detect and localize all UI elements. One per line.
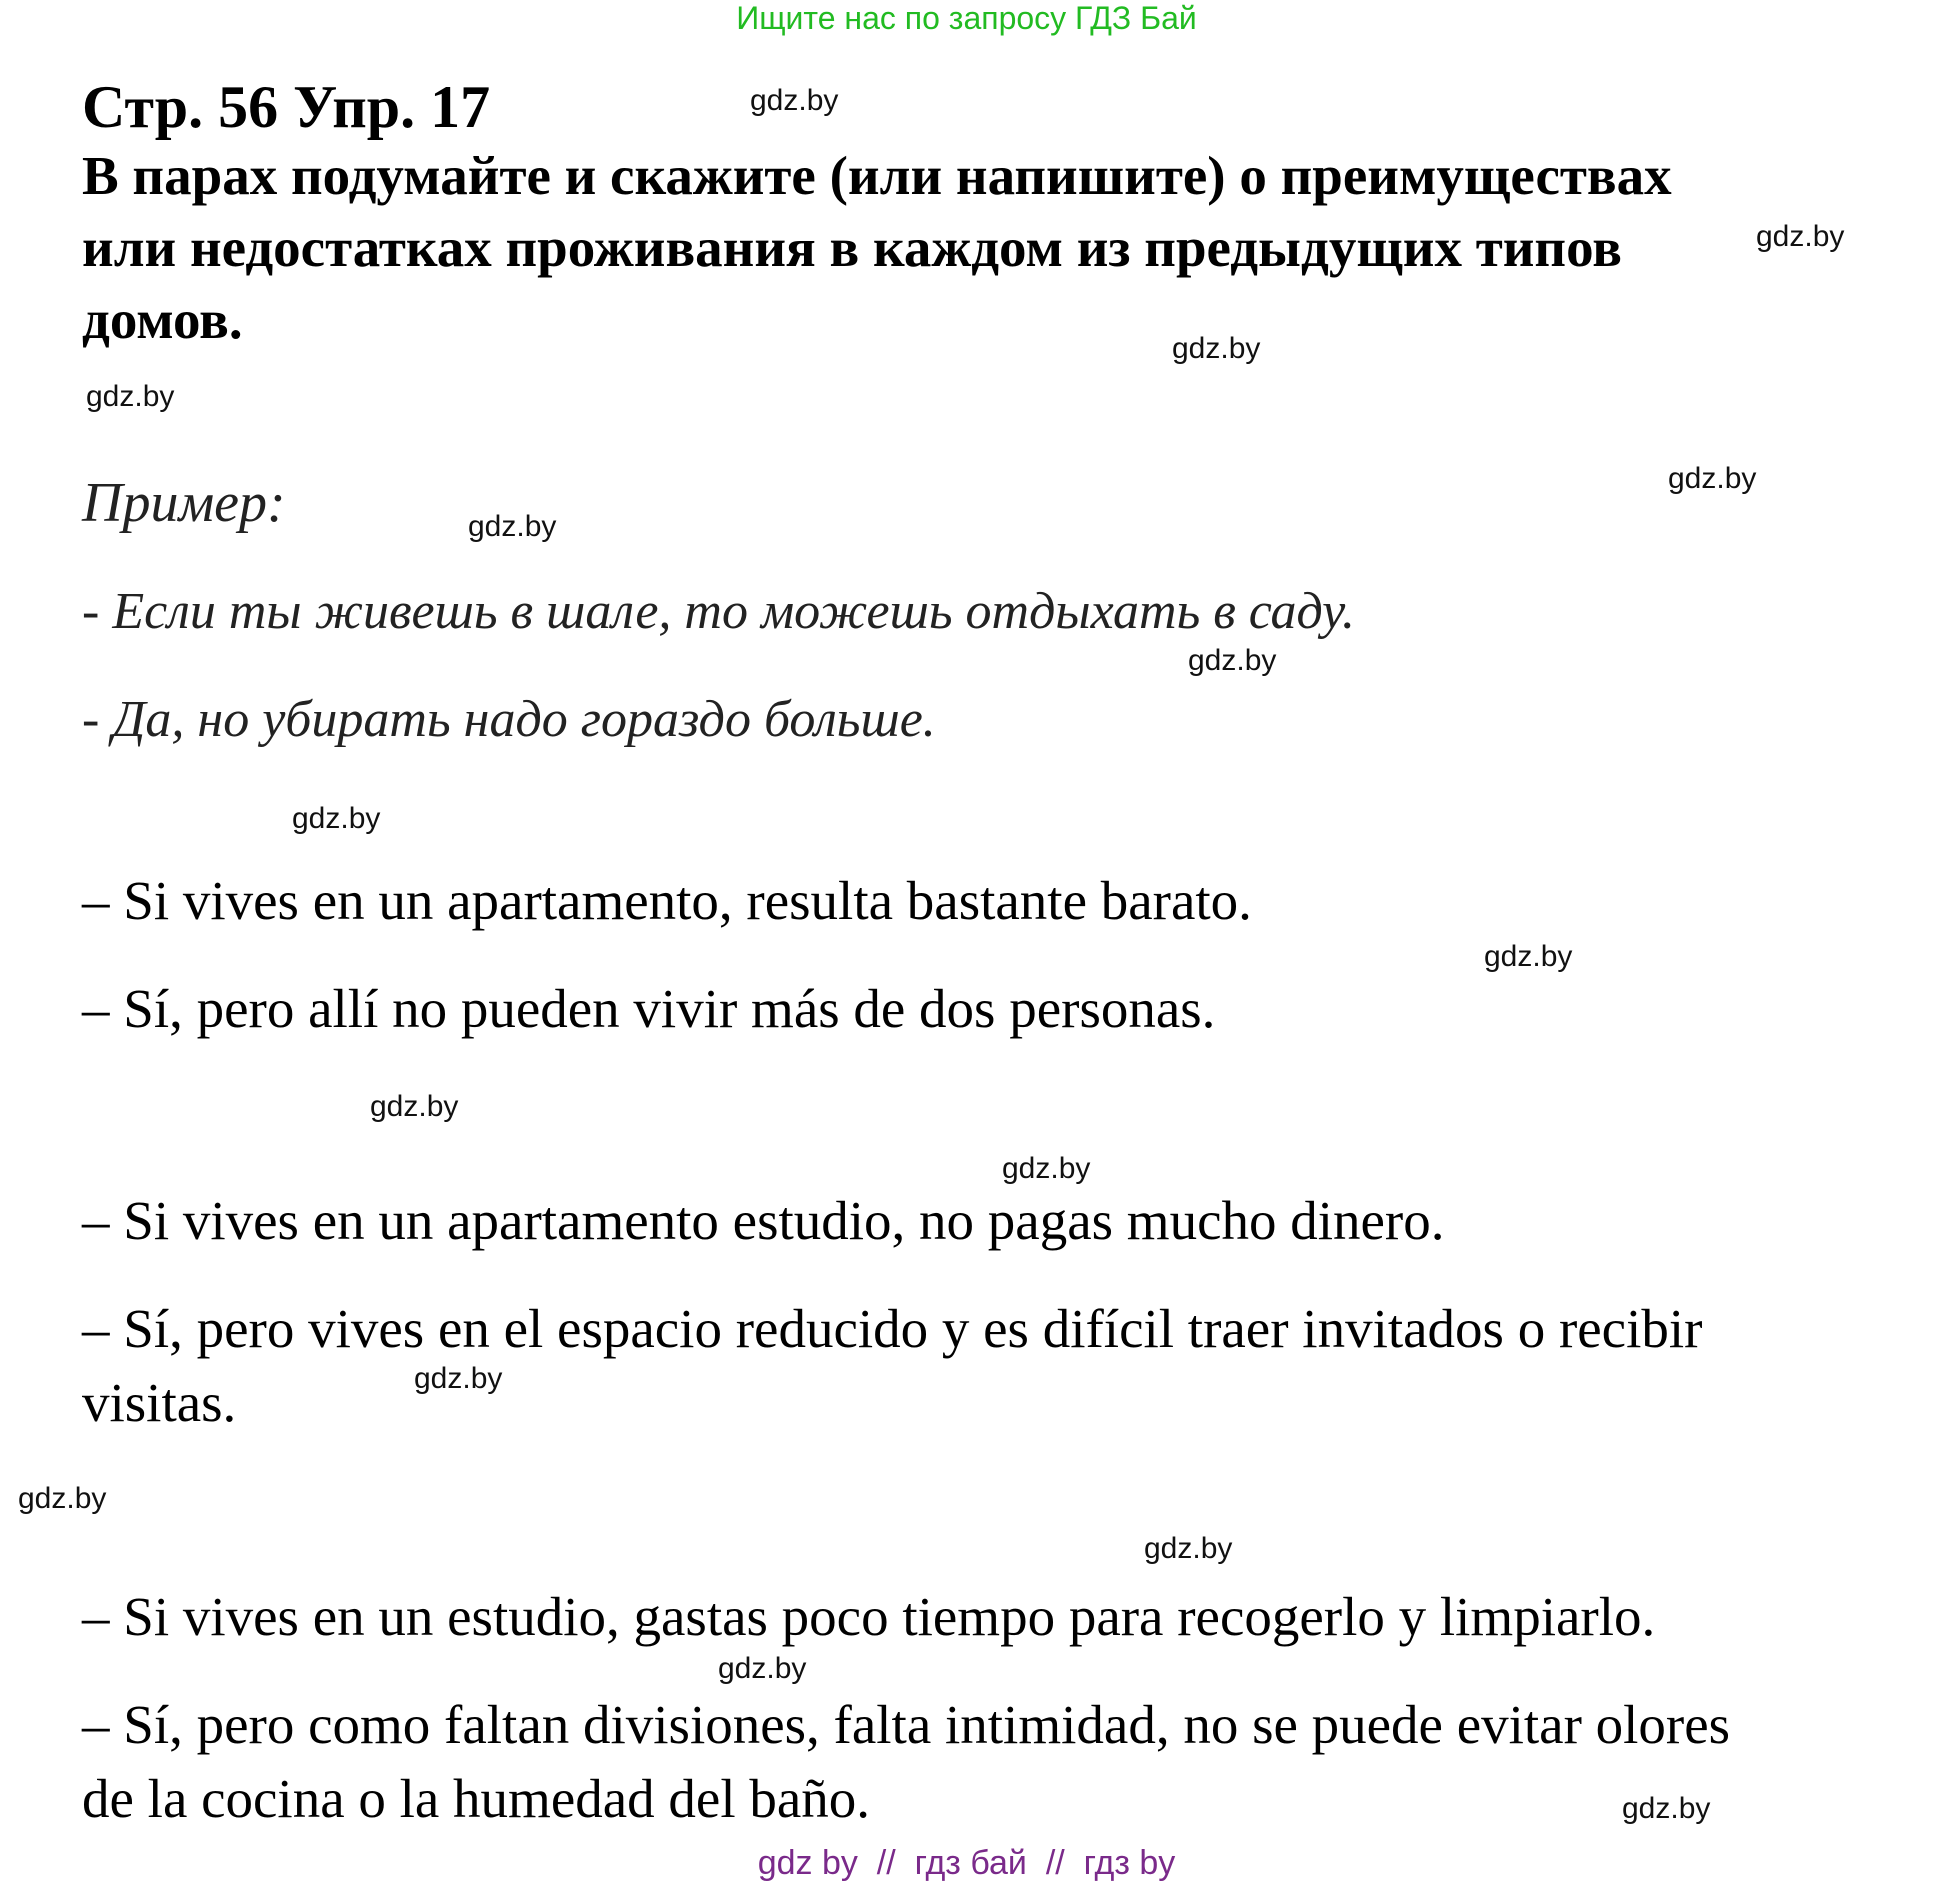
task-line: В парах подумайте и скажите (или напишите) о преимуществах (82, 145, 1672, 206)
example-line: - Да, но убирать надо гораздо больше. (82, 691, 936, 748)
watermark: gdz.by (1484, 940, 1573, 973)
search-hint-banner: Ищите нас по запросу ГДЗ Бай (736, 0, 1197, 36)
answer-text: – Si vives en un apartamento, resulta bastante barato. (82, 870, 1252, 931)
answer-line (82, 1580, 1655, 1654)
watermark: gdz.by (1144, 1532, 1233, 1565)
task-line: или недостатках проживания в каждом из предыдущих типов (82, 217, 1622, 278)
answer-text: – Si vives en un apartamento estudio, no pagas mucho dinero. (82, 1190, 1445, 1251)
answer-text: – Sí, pero vives en el espacio reducido y es difícil traer invitados o recibir (82, 1298, 1703, 1359)
watermark: gdz.by (292, 802, 381, 835)
footer-links: gdz by // гдз бай // гдз by (757, 1844, 1176, 1882)
answer-line (82, 1292, 1702, 1440)
watermark: gdz.by (370, 1090, 459, 1123)
watermark: gdz.by (86, 380, 175, 413)
answer-line (82, 972, 1215, 1046)
watermark: gdz.by (1188, 644, 1277, 677)
answer-text: – Si vives en un estudio, gastas poco tiempo para recogerlo y limpiarlo. (82, 1586, 1656, 1647)
page-title: Стр. 56 Упр. 17 (82, 74, 491, 140)
answer-line (82, 1688, 1730, 1836)
watermark: gdz.by (18, 1482, 107, 1515)
watermark: gdz.by (468, 510, 557, 543)
watermark: gdz.by (1756, 220, 1845, 253)
answer-text: visitas. (82, 1372, 237, 1433)
example-label: Пример: (82, 472, 286, 534)
watermark: gdz.by (1622, 1792, 1711, 1825)
answer-line (82, 864, 1252, 938)
answer-text: – Sí, pero como faltan divisiones, falta intimidad, no se puede evitar olores (82, 1694, 1731, 1755)
watermark: gdz.by (750, 84, 839, 117)
answer-text: – Sí, pero allí no pueden vivir más de dos personas. (82, 978, 1216, 1039)
watermark: gdz.by (1172, 332, 1261, 365)
example-line: - Если ты живешь в шале, то можешь отдыхать в саду. (82, 583, 1355, 640)
answer-line (82, 1184, 1445, 1258)
answer-text: de la cocina o la humedad del baño. (82, 1768, 871, 1829)
task-instructions (82, 140, 1762, 356)
task-line: домов. (82, 289, 243, 350)
watermark: gdz.by (718, 1652, 807, 1685)
watermark: gdz.by (1668, 462, 1757, 495)
watermark: gdz.by (414, 1362, 503, 1395)
watermark: gdz.by (1002, 1152, 1091, 1185)
